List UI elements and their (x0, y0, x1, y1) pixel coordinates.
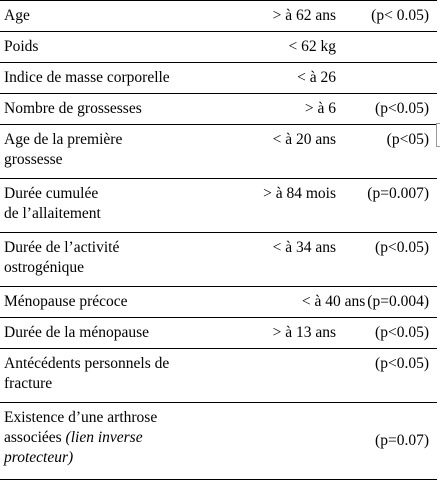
table-row (0, 403, 437, 480)
p-value: (p=0.004) (367, 293, 429, 310)
table-row (0, 349, 437, 403)
table-row (0, 1, 437, 32)
factor-label-line: Age de la première (4, 131, 123, 148)
factor-label (0, 125, 228, 179)
p-value: (p=0.07) (338, 403, 437, 480)
factor-label-line: Nombre de grossesses (4, 100, 142, 117)
factor-label-line: ostrogénique (4, 259, 85, 276)
factor-note: (lien inverse (65, 429, 143, 446)
p-value (338, 63, 437, 94)
factor-label-line: fracture (4, 375, 53, 392)
p-value: (p=0.007) (338, 179, 437, 233)
factor-label-line: Ménopause précoce (4, 293, 128, 310)
table-row (0, 94, 437, 125)
table-row (0, 233, 437, 287)
factor-label (0, 32, 228, 63)
p-value: (p<0.05) (338, 349, 437, 403)
factor-label-line (4, 428, 228, 448)
factor-label (0, 94, 228, 125)
factor-label-line: Age (4, 7, 30, 24)
threshold-value: > à 84 mois (228, 179, 338, 233)
threshold-value: < à 34 ans (228, 233, 338, 287)
table-row (0, 125, 437, 179)
threshold-value (228, 349, 338, 403)
threshold-value: < à 40 ans (301, 293, 366, 310)
factor-label (0, 233, 228, 287)
threshold-value: > à 6 (228, 94, 338, 125)
threshold-value: < à 26 (228, 63, 338, 94)
factor-label-line: grossesse (4, 151, 63, 168)
factor-label-fragment: associées (4, 429, 62, 446)
factor-label (0, 1, 228, 32)
p-value: (p<0.05) (338, 318, 437, 349)
p-value: (p<05) (338, 125, 437, 179)
threshold-value: > à 62 ans (228, 1, 338, 32)
factor-label (0, 63, 228, 94)
table-row (0, 179, 437, 233)
factor-label-line: Durée cumulée (4, 185, 99, 202)
table-row (0, 318, 437, 349)
p-value: (p< 0.05) (338, 1, 437, 32)
p-value (338, 32, 437, 63)
factor-label (0, 403, 228, 480)
table-row (0, 287, 437, 318)
factor-label (0, 287, 228, 318)
factor-label (0, 179, 228, 233)
factor-label-line: Durée de la ménopause (4, 324, 150, 341)
threshold-value (228, 403, 338, 480)
factor-label-line: Durée de l’activité (4, 239, 120, 256)
factor-label (0, 318, 228, 349)
factor-label-line: de l’allaitement (4, 205, 101, 222)
threshold-value: < à 20 ans (228, 125, 338, 179)
p-value: (p<0.05) (338, 94, 437, 125)
threshold-value: > à 13 ans (228, 318, 338, 349)
table-row (0, 32, 437, 63)
factor-label-line: Existence d’une arthrose (4, 409, 158, 426)
factor-label-line: Indice de masse corporelle (4, 69, 170, 86)
threshold-value: < 62 kg (228, 32, 338, 63)
factor-note: protecteur) (4, 449, 74, 466)
factor-label-line: Poids (4, 38, 39, 55)
threshold-and-p (228, 287, 437, 318)
table-row (0, 63, 437, 94)
p-value: (p<0.05) (338, 233, 437, 287)
scrollbar-edge (436, 123, 440, 147)
factor-label (0, 349, 228, 403)
factor-label-line: Antécédents personnels de (4, 355, 170, 372)
